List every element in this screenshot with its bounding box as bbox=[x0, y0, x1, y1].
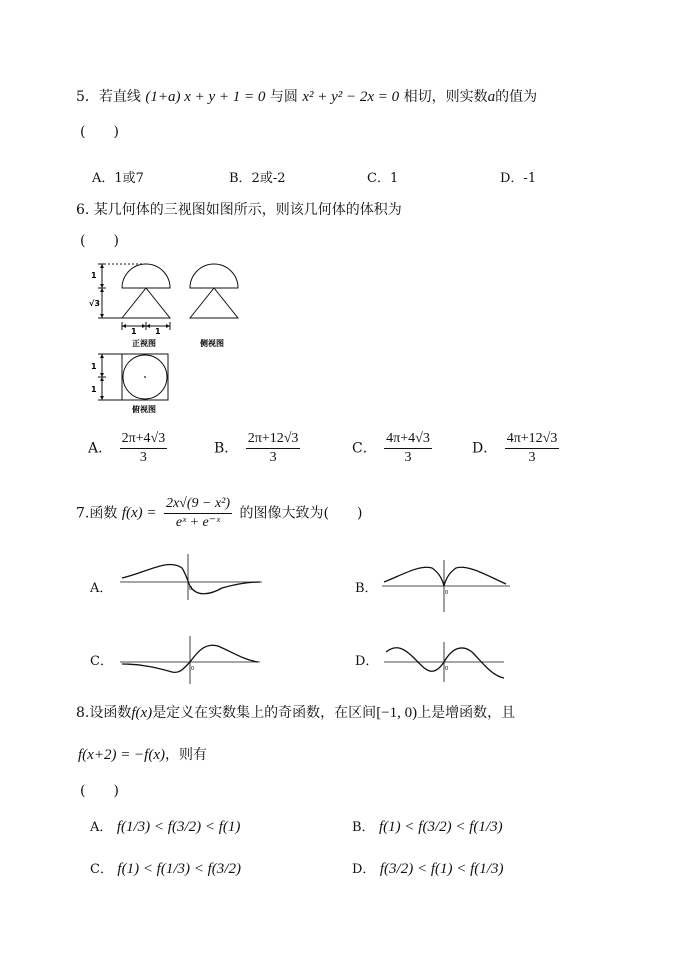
side-view-triangle bbox=[190, 288, 238, 318]
q6-option-d: D． $\frac{4\pi+12√3}{3}$ bbox=[472, 431, 558, 465]
svg-text:1: 1 bbox=[91, 271, 97, 280]
q7-stem: 7.函数 f(x) = $\frac{\text{2x√(9 − x²)}}{\text{eˣ + e⁻ˣ}}$ 的图像大致为( ) bbox=[76, 496, 363, 530]
svg-text:0: 0 bbox=[445, 666, 449, 672]
q8-paren: ( ) bbox=[80, 783, 119, 799]
q8-option-d: D． f(3/2) < f(1) < f(1/3) bbox=[352, 861, 504, 877]
q7-option-a-label: A． bbox=[90, 581, 113, 596]
q8-condition: f(x+2) = −f(x)，则有 bbox=[78, 747, 207, 763]
svg-text:1: 1 bbox=[131, 327, 137, 336]
q7-option-b-label: B． bbox=[355, 581, 378, 596]
svg-text:0: 0 bbox=[189, 586, 193, 592]
top-view-label: 俯视图 bbox=[132, 405, 156, 414]
side-view-semicircle bbox=[190, 264, 238, 288]
q8-option-b: B． f(1) < f(3/2) < f(1/3) bbox=[352, 819, 503, 835]
q7-numerator: 2x√(9 − x²) bbox=[164, 497, 232, 514]
q5-option-d: D．-1 bbox=[500, 171, 537, 186]
q6-option-a: A． $\frac{2\pi+4√3}{3}$ bbox=[88, 431, 166, 465]
q7-graph-a bbox=[118, 552, 264, 602]
svg-text:0: 0 bbox=[191, 666, 195, 672]
q7-option-c-label: C． bbox=[90, 654, 113, 669]
q8-option-c: C． f(1) < f(1/3) < f(3/2) bbox=[90, 861, 241, 877]
q7-graph-d bbox=[382, 640, 508, 684]
front-view-triangle bbox=[122, 288, 170, 318]
svg-text:1: 1 bbox=[91, 362, 97, 371]
q5-option-b: B．2或-2 bbox=[229, 171, 286, 186]
svg-text:1: 1 bbox=[91, 385, 97, 394]
svg-text:√3: √3 bbox=[89, 299, 100, 308]
q5-circle-equation: x² + y² − 2x = 0 bbox=[302, 89, 400, 105]
q7-denominator: eˣ + e⁻ˣ bbox=[175, 515, 221, 530]
front-view-label: 正视图 bbox=[132, 339, 156, 348]
q7-graph-c bbox=[118, 634, 264, 686]
three-view-figure bbox=[88, 258, 248, 418]
q5-option-a: A．1或7 bbox=[92, 171, 144, 186]
svg-text:1: 1 bbox=[155, 327, 161, 336]
side-view-label: 侧视图 bbox=[200, 339, 224, 348]
q5-line-equation: (1+a) x + y + 1 = 0 bbox=[145, 89, 266, 105]
q5-stem: 5．若直线 (1+a) x + y + 1 = 0 与圆 x² + y² − 2x = 0 相切，则实数a的值为 bbox=[76, 89, 538, 105]
front-view-semicircle bbox=[122, 264, 170, 288]
q6-option-c: C． $\frac{4\pi+4√3}{3}$ bbox=[352, 431, 430, 465]
q6-paren: ( ) bbox=[80, 233, 119, 249]
q7-graph-b bbox=[380, 558, 512, 614]
q6-stem: 6. 某几何体的三视图如图所示，则该几何体的体积为 bbox=[76, 202, 402, 218]
q5-paren: ( ) bbox=[80, 124, 119, 140]
svg-text:0: 0 bbox=[445, 590, 449, 596]
q5-option-c: C．1 bbox=[367, 171, 399, 186]
q8-option-a: A． f(1/3) < f(3/2) < f(1) bbox=[90, 819, 241, 835]
q6-option-b: B． $\frac{2\pi+12√3}{3}$ bbox=[214, 431, 299, 465]
q8-stem: 8.设函数f(x)是定义在实数集上的奇函数，在区间[−1, 0)上是增函数，且 bbox=[76, 705, 516, 721]
q7-option-d-label: D． bbox=[355, 654, 379, 669]
